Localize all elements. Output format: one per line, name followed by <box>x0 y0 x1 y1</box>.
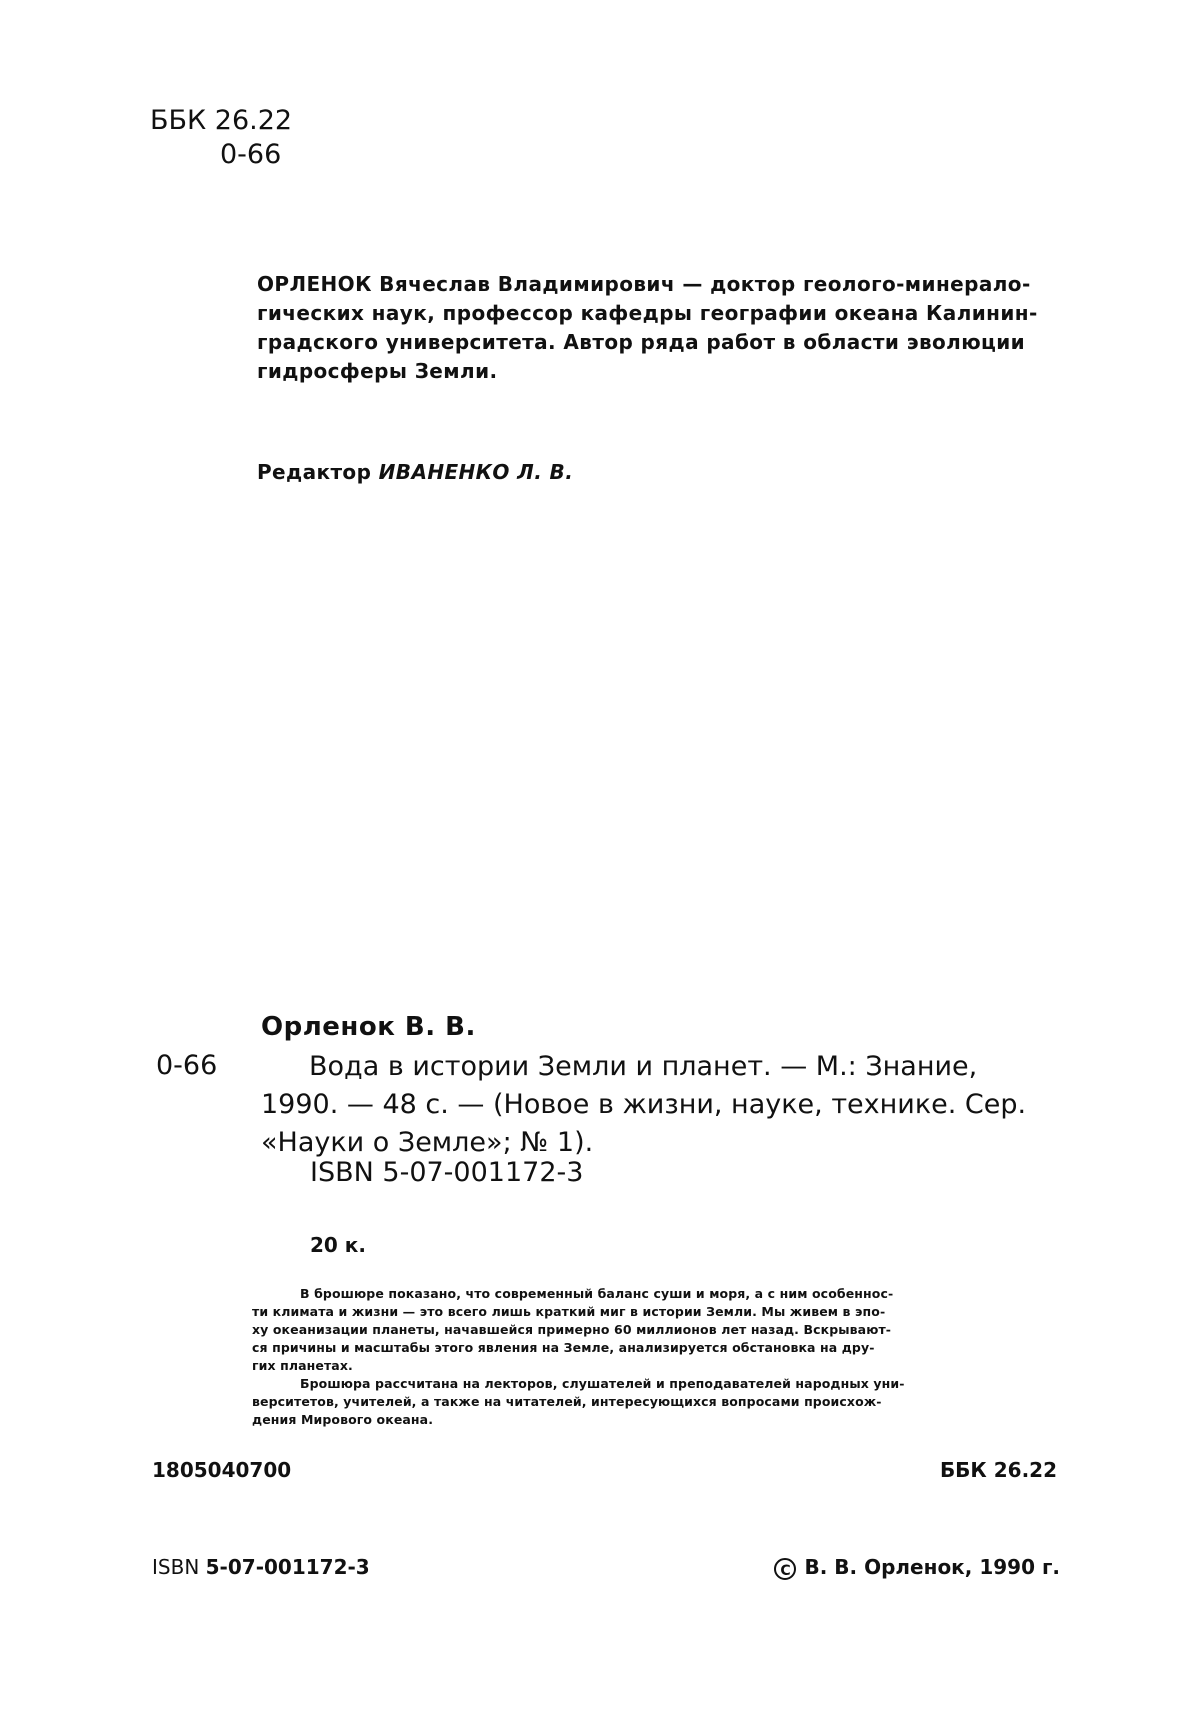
bio-line: градского университета. Автор ряда работ в области эволюции <box>257 330 1026 354</box>
copyright-text: В. В. Орленок, 1990 г. <box>804 1555 1060 1579</box>
abstract-line: В брошюре показано, что современный баланс суши и моря, а с ним особеннос- <box>300 1286 894 1301</box>
catalog-number: 1805040700 <box>152 1458 292 1482</box>
isbn-label: ISBN <box>152 1555 200 1579</box>
description-line: «Науки о Земле»; № 1). <box>261 1127 594 1158</box>
abstract-line: дения Мирового океана. <box>252 1412 434 1427</box>
price: 20 к. <box>310 1233 366 1257</box>
copyright <box>774 1555 1060 1580</box>
bio-line: гидросферы Земли. <box>257 359 498 383</box>
author-bio <box>257 270 1057 386</box>
classification-block <box>150 104 292 172</box>
bio-line: ОРЛЕНОК Вячеслав Владимирович — доктор геолого-минерало- <box>257 272 1031 296</box>
editor-label: Редактор <box>257 460 372 484</box>
abstract-line: ти климата и жизни — это всего лишь краткий миг в истории Земли. Мы живем в эпо- <box>252 1304 886 1319</box>
description-line: 1990. — 48 с. — (Новое в жизни, науке, технике. Сер. <box>261 1089 1027 1120</box>
editor-name: ИВАНЕНКО Л. В. <box>378 460 574 484</box>
isbn-number: 5-07-001172-3 <box>205 1555 370 1579</box>
author-mark: 0-66 <box>220 139 282 170</box>
footer-isbn <box>152 1555 370 1579</box>
footer-bbk: ББК 26.22 <box>939 1458 1057 1482</box>
description-line: Вода в истории Земли и планет. — М.: Знание, <box>309 1051 978 1082</box>
card-description <box>261 1048 1061 1162</box>
card-author-mark: 0-66 <box>156 1050 218 1081</box>
abstract-line: гих планетах. <box>252 1358 353 1373</box>
abstract-line: верситетов, учителей, а также на читателей, интересующихся вопросами происхож- <box>252 1394 882 1409</box>
catalog-row <box>152 1458 1057 1486</box>
bbk-index: ББК 26.22 <box>150 105 293 136</box>
abstract-line: ся причины и масштабы этого явления на Земле, анализируется обстановка на дру- <box>252 1340 875 1355</box>
abstract <box>252 1285 1060 1429</box>
card-isbn: ISBN 5-07-001172-3 <box>310 1157 584 1188</box>
card-author: Орленок В. В. <box>261 1012 476 1042</box>
bio-line: гических наук, профессор кафедры географии океана Калинин- <box>257 301 1038 325</box>
abstract-line: Брошюра рассчитана на лекторов, слушателей и преподавателей народных уни- <box>300 1376 905 1391</box>
editor-credit <box>257 460 573 484</box>
copyright-icon: C <box>774 1558 796 1580</box>
isbn-copyright-row <box>152 1555 1060 1585</box>
abstract-line: ху океанизации планеты, начавшейся примерно 60 миллионов лет назад. Вскрывают- <box>252 1322 892 1337</box>
